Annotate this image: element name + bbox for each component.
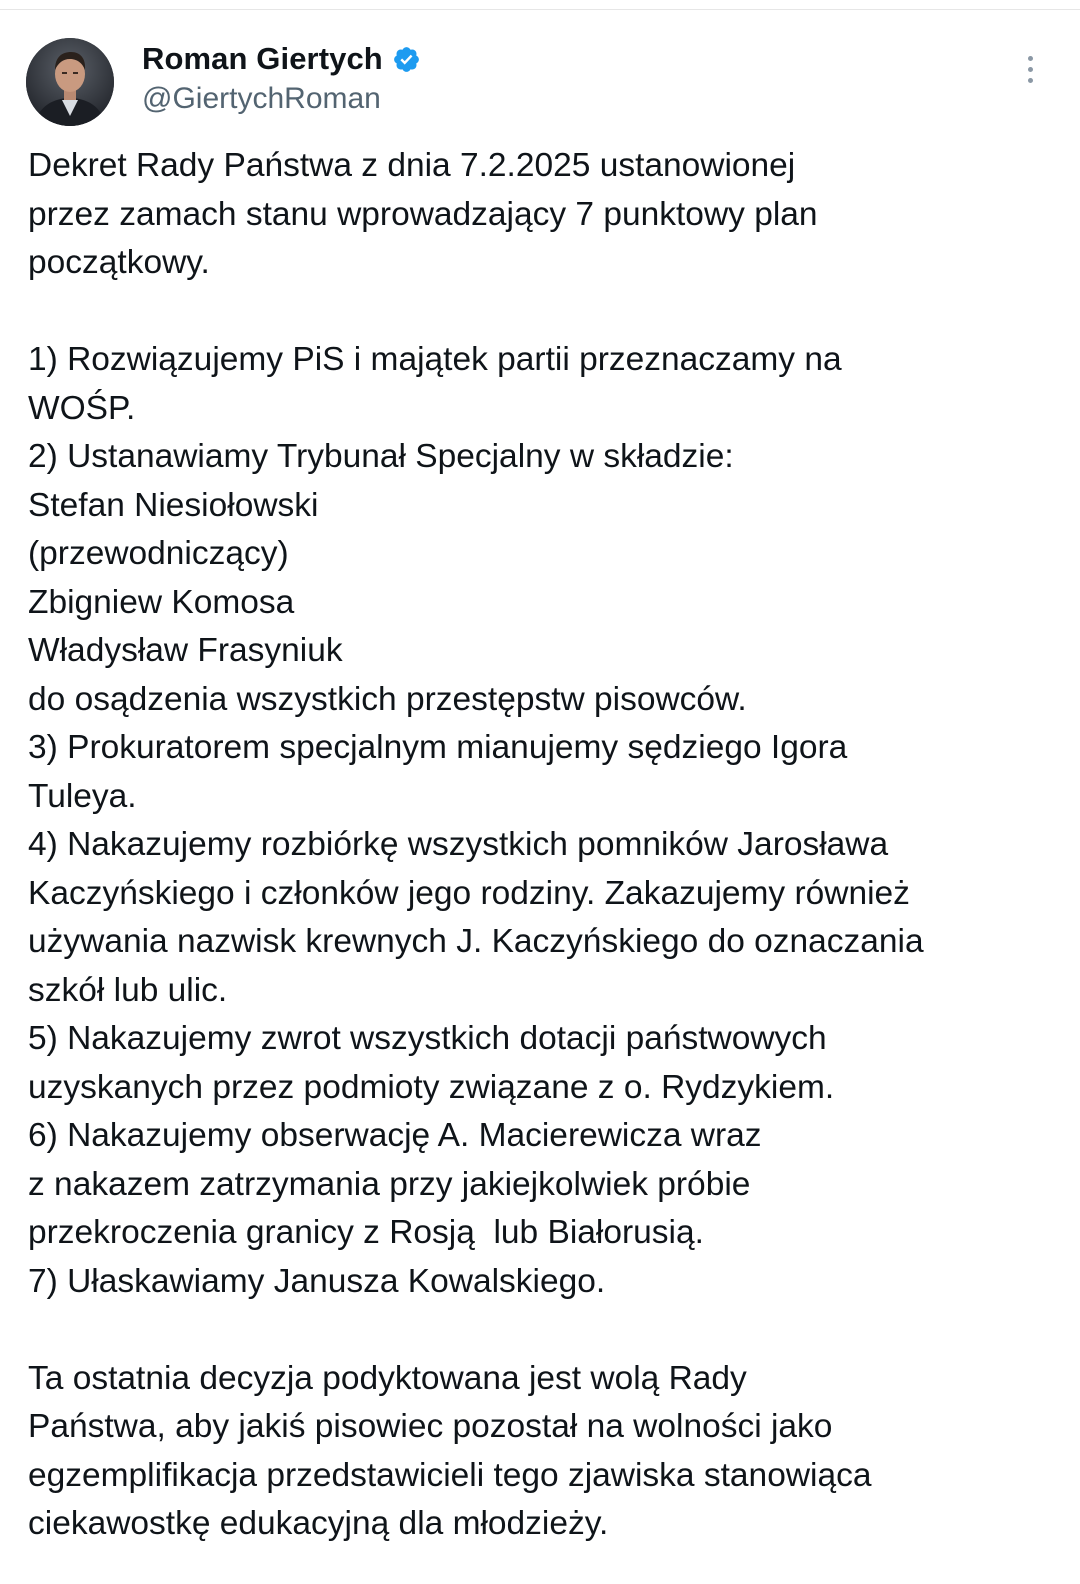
- verified-badge-icon: [392, 45, 421, 74]
- tweet-text-line: [28, 288, 1058, 337]
- tweet-text-line: Państwa, aby jakiś pisowiec pozostał na wolności jako: [28, 1408, 833, 1445]
- tweet-text-line: 2) Ustanawiamy Trybunał Specjalny w składzie:: [28, 438, 734, 475]
- tweet-text-line: 5) Nakazujemy zwrot wszystkich dotacji państwowych: [28, 1020, 827, 1057]
- author-handle[interactable]: @GiertychRoman: [142, 82, 381, 115]
- tweet-text-line: z nakazem zatrzymania przy jakiejkolwiek próbie: [28, 1165, 751, 1203]
- tweet-text-line: WOŚP.: [28, 389, 136, 427]
- avatar-photo: [26, 38, 114, 126]
- tweet-text-line: [28, 1306, 1058, 1355]
- tweet-text: [28, 142, 1058, 1549]
- tweet-text-line: ciekawostkę edukacyjną dla młodzieży.: [28, 1505, 609, 1542]
- author-avatar[interactable]: [26, 38, 114, 126]
- tweet-text-line: używania nazwisk krewnych J. Kaczyńskiego do oznaczania: [28, 923, 924, 960]
- tweet-text-line: (przewodniczący): [28, 535, 289, 572]
- more-options-icon[interactable]: [1020, 56, 1040, 88]
- tweet-text-line: do osądzenia wszystkich przestępstw pisowców.: [28, 680, 747, 718]
- tweet-text-line: Ta ostatnia decyzja podyktowana jest wolą Rady: [28, 1359, 747, 1397]
- tweet-text-line: 3) Prokuratorem specjalnym mianujemy sędziego Igora: [28, 729, 848, 766]
- tweet-text-line: 7) Ułaskawiamy Janusza Kowalskiego.: [28, 1262, 606, 1300]
- tweet-text-line: Zbigniew Komosa: [28, 583, 295, 621]
- author-display-name[interactable]: Roman Giertych: [142, 41, 383, 76]
- author-name-row: [142, 38, 421, 80]
- tweet-text-line: przekroczenia granicy z Rosją lub Białorusią.: [28, 1214, 704, 1251]
- tweet-text-line: Władysław Frasyniuk: [28, 632, 343, 669]
- tweet-text-line: początkowy.: [28, 244, 210, 281]
- author-info: [142, 38, 421, 116]
- tweet-text-line: Tuleya.: [28, 777, 137, 815]
- tweet-text-line: 4) Nakazujemy rozbiórkę wszystkich pomników Jarosława: [28, 826, 889, 863]
- tweet-text-line: Kaczyńskiego i członków jego rodziny. Zakazujemy również: [28, 874, 910, 912]
- tweet-text-line: Stefan Niesiołowski: [28, 486, 319, 524]
- tweet-text-line: egzemplifikacja przedstawicieli tego zjawiska stanowiąca: [28, 1456, 872, 1494]
- tweet-text-line: szkół lub ulic.: [28, 971, 228, 1009]
- tweet-card: [0, 10, 1080, 1584]
- tweet-text-line: Dekret Rady Państwa z dnia 7.2.2025 ustanowionej: [28, 147, 796, 184]
- tweet-text-line: uzyskanych przez podmioty związane z o. Rydzykiem.: [28, 1068, 835, 1106]
- tweet-text-line: przez zamach stanu wprowadzający 7 punktowy plan: [28, 195, 818, 233]
- tweet-text-line: 6) Nakazujemy obserwację A. Macierewicza wraz: [28, 1117, 762, 1154]
- tweet-text-line: 1) Rozwiązujemy PiS i majątek partii przeznaczamy na: [28, 341, 842, 378]
